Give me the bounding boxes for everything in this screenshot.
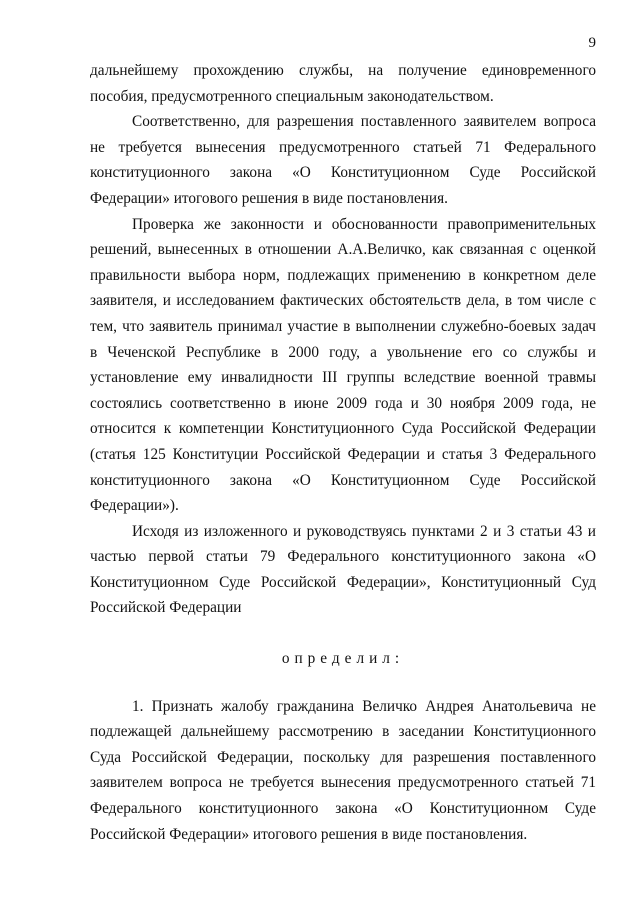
ruling-item-1: 1. Признать жалобу гражданина Величко Андрея Анатольевича не подлежащей дальнейшему рассмотрению в заседании Конституционного Суда Российской Федерации, поскольку для разрешения поставленного заявителем вопроса не требуется вынесения предусмотренного статьей 71 Федерального конституционного закона «О Конституционном Суде Российской Федерации» итогового решения в виде постановления. bbox=[90, 697, 596, 843]
page-number: 9 bbox=[588, 35, 596, 51]
paragraph-grounds: Исходя из изложенного и руководствуясь пунктами 2 и 3 статьи 43 и частью первой статьи 79 Федерального конституционного закона «О Конституционном Суде Российской Федерации», Конституционный Суд Российской Федерации bbox=[90, 522, 596, 617]
paragraph-conclusion: Соответственно, для разрешения поставленного заявителем вопроса не требуется вынесения предусмотренного статьей 71 Федерального конституционного закона «О Конституционном Суде Российской Федерации» итогового решения в виде постановления. bbox=[90, 113, 596, 207]
document-body bbox=[90, 58, 596, 847]
paragraph-continuation: дальнейшему прохождению службы, на получение единовременного пособия, предусмотренного специальным законодательством. bbox=[90, 62, 596, 105]
ruling-heading: определил: bbox=[281, 650, 405, 668]
paragraph-review: Проверка же законности и обоснованности правоприменительных решений, вынесенных в отношении А.А.Величко, как связанная с оценкой правильности выбора норм, подлежащих применению в конкретном деле заявителя, и исследованием фактических обстоятельств дела, в том числе с тем, что заявитель принимал участие в выполнении служебно-боевых задач в Чеченской Республике в 2000 году, а увольнение его со службы и установление ему инвалидности III группы вследствие военной травмы состоялись соответственно в июне 2009 года и 30 ноября 2009 года, не относится к компетенции Конституционного Суда Российской Федерации (статья 125 Конституции Российской Федерации и статья 3 Федерального конституционного закона «О Конституционном Суде Российской Федерации»). bbox=[90, 215, 596, 515]
